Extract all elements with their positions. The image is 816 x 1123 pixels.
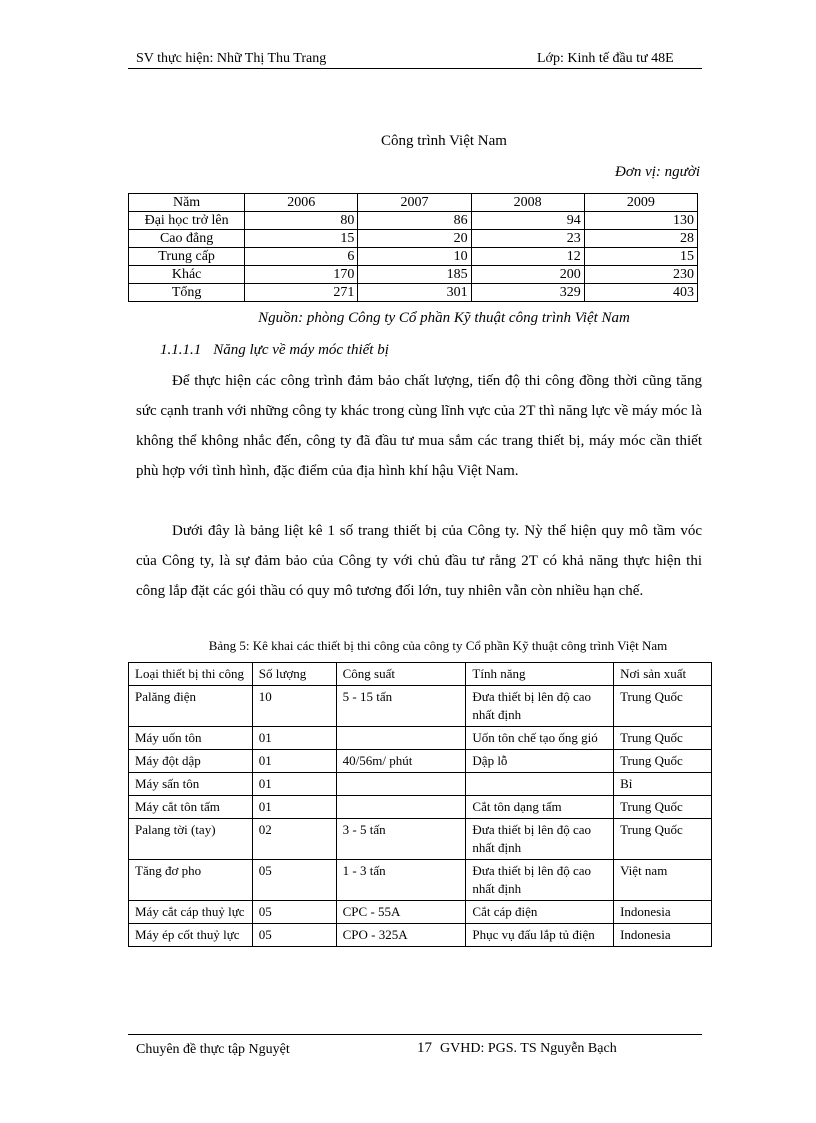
table-row xyxy=(129,901,712,924)
table-cell: Phục vụ đấu lắp tủ điện xyxy=(466,924,614,947)
table-cell: 12 xyxy=(471,248,584,266)
table-cell: Uốn tôn chế tạo ống gió xyxy=(466,727,614,750)
table-header-row xyxy=(129,663,712,686)
table1-unit: Đơn vị: người xyxy=(614,164,700,180)
table-cell: CPO - 325A xyxy=(336,924,466,947)
table1-source: Nguồn: phòng Công ty Cổ phần Kỹ thuật công trình Việt Nam xyxy=(258,310,630,326)
table-cell: Trung Quốc xyxy=(614,727,712,750)
table-cell: 230 xyxy=(584,266,697,284)
table-header-cell: Số lượng xyxy=(252,663,336,686)
table-cell: 05 xyxy=(252,860,336,901)
section-heading xyxy=(160,342,389,359)
table-cell: 23 xyxy=(471,230,584,248)
table-cell: 185 xyxy=(358,266,471,284)
table-cell: 271 xyxy=(245,284,358,302)
table-row xyxy=(129,860,712,901)
table-row xyxy=(129,248,698,266)
table-row xyxy=(129,773,712,796)
table-cell: Đưa thiết bị lên độ cao nhất định xyxy=(466,686,614,727)
footer-supervisor: GVHD: PGS. TS Nguyễn Bạch xyxy=(440,1041,617,1056)
header-divider xyxy=(128,68,702,69)
equipment-table xyxy=(128,662,712,947)
table-cell: 40/56m/ phút xyxy=(336,750,466,773)
table-cell: 200 xyxy=(471,266,584,284)
table-row xyxy=(129,212,698,230)
table-cell: 15 xyxy=(584,248,697,266)
table-header-cell: 2008 xyxy=(471,194,584,212)
table-row xyxy=(129,686,712,727)
table-header-cell: Công suất xyxy=(336,663,466,686)
staff-table xyxy=(128,193,698,302)
table-cell: 01 xyxy=(252,727,336,750)
table-cell: Máy cắt tôn tấm xyxy=(129,796,253,819)
table-cell: Trung Quốc xyxy=(614,686,712,727)
table-row xyxy=(129,284,698,302)
table-cell: 01 xyxy=(252,796,336,819)
table-cell: 1 - 3 tấn xyxy=(336,860,466,901)
table-cell: Palang tời (tay) xyxy=(129,819,253,860)
table-cell: Dập lỗ xyxy=(466,750,614,773)
table-row xyxy=(129,924,712,947)
table-header-cell: Nơi sản xuất xyxy=(614,663,712,686)
table-row xyxy=(129,796,712,819)
table-cell: Indonesia xyxy=(614,901,712,924)
table-header-cell: Loại thiết bị thi công xyxy=(129,663,253,686)
table-cell: Đưa thiết bị lên độ cao nhất định xyxy=(466,860,614,901)
table-cell: 01 xyxy=(252,750,336,773)
header-student: SV thực hiện: Nhữ Thị Thu Trang xyxy=(136,51,327,66)
table-cell: 329 xyxy=(471,284,584,302)
table-cell: 20 xyxy=(358,230,471,248)
table-cell: 403 xyxy=(584,284,697,302)
table-cell: Máy cắt cáp thuỷ lực xyxy=(129,901,253,924)
table-cell: 5 - 15 tấn xyxy=(336,686,466,727)
row-label: Tổng xyxy=(129,284,245,302)
section-number: 1.1.1.1 xyxy=(160,342,202,358)
table-cell: 86 xyxy=(358,212,471,230)
table-row xyxy=(129,266,698,284)
table-cell: Trung Quốc xyxy=(614,750,712,773)
table-cell: Máy đột dập xyxy=(129,750,253,773)
footer-left: Chuyên đề thực tập Nguyệt xyxy=(136,1042,290,1057)
table-row xyxy=(129,727,712,750)
paragraph xyxy=(136,366,702,486)
row-label: Đại học trở lên xyxy=(129,212,245,230)
table-cell: 10 xyxy=(358,248,471,266)
table-cell: Đưa thiết bị lên độ cao nhất định xyxy=(466,819,614,860)
table-cell: 6 xyxy=(245,248,358,266)
table-cell: 80 xyxy=(245,212,358,230)
row-label: Khác xyxy=(129,266,245,284)
paragraph xyxy=(136,516,702,606)
paragraph-text: Dưới đây là bảng liệt kê 1 số trang thiết bị của Công ty. Nỳ thể hiện quy mô tầm vóc của Công ty, là sự đảm bảo của Công ty với chủ đầu tư rằng 2T có khả năng thực hiện thi công lắp đặt các gói thầu có quy mô tương đối lớn, tuy nhiên vẫn còn nhiều hạn chế. xyxy=(136,523,702,599)
table-header-cell: Năm xyxy=(129,194,245,212)
row-label: Trung cấp xyxy=(129,248,245,266)
table-header-cell: 2006 xyxy=(245,194,358,212)
table1-title: Công trình Việt Nam xyxy=(381,133,507,149)
table-cell: Máy ép cốt thuỷ lực xyxy=(129,924,253,947)
table-cell: 10 xyxy=(252,686,336,727)
table-row xyxy=(129,819,712,860)
table-cell xyxy=(466,773,614,796)
table-cell: Indonesia xyxy=(614,924,712,947)
table-cell: Cắt cáp điện xyxy=(466,901,614,924)
table-cell: Trung Quốc xyxy=(614,796,712,819)
header-class: Lớp: Kinh tế đầu tư 48E xyxy=(537,51,674,66)
table-cell xyxy=(336,727,466,750)
table-cell: 28 xyxy=(584,230,697,248)
table-cell: Tăng đơ pho xyxy=(129,860,253,901)
table-cell: 301 xyxy=(358,284,471,302)
table-cell: 94 xyxy=(471,212,584,230)
table-cell: 01 xyxy=(252,773,336,796)
table-cell: 05 xyxy=(252,924,336,947)
section-title: Năng lực về máy móc thiết bị xyxy=(213,342,389,358)
table-header-row xyxy=(129,194,698,212)
table-cell: Cắt tôn dạng tấm xyxy=(466,796,614,819)
table-cell: 170 xyxy=(245,266,358,284)
table-cell: Bỉ xyxy=(614,773,712,796)
table-cell: 130 xyxy=(584,212,697,230)
page-number: 17 xyxy=(417,1040,432,1056)
table2-caption: Bảng 5: Kê khai các thiết bị thi công của công ty Cổ phần Kỹ thuật công trình Việt Nam xyxy=(208,638,668,653)
table-cell xyxy=(336,796,466,819)
table-cell: 15 xyxy=(245,230,358,248)
table-cell: CPC - 55A xyxy=(336,901,466,924)
paragraph-text: Để thực hiện các công trình đảm bảo chất lượng, tiến độ thi công đồng thời cũng tăng sức cạnh tranh với những công ty khác trong cùng lĩnh vực của 2T thì năng lực về máy móc là không thể không nhắc đến, công ty đã đầu tư mua sắm các trang thiết bị, máy móc cần thiết phù hợp với tình hình, đặc điểm của địa hình khí hậu Việt Nam. xyxy=(136,373,702,479)
footer-divider xyxy=(128,1034,702,1035)
table-row xyxy=(129,230,698,248)
table-header-cell: 2007 xyxy=(358,194,471,212)
table-header-cell: 2009 xyxy=(584,194,697,212)
table-row xyxy=(129,750,712,773)
table-header-cell: Tính năng xyxy=(466,663,614,686)
table-cell: Việt nam xyxy=(614,860,712,901)
table-cell: 02 xyxy=(252,819,336,860)
table-cell: 05 xyxy=(252,901,336,924)
table-cell: Palăng điện xyxy=(129,686,253,727)
table-cell: Máy uốn tôn xyxy=(129,727,253,750)
table-cell: Máy sấn tôn xyxy=(129,773,253,796)
table-cell xyxy=(336,773,466,796)
table-cell: Trung Quốc xyxy=(614,819,712,860)
row-label: Cao đẳng xyxy=(129,230,245,248)
table-cell: 3 - 5 tấn xyxy=(336,819,466,860)
